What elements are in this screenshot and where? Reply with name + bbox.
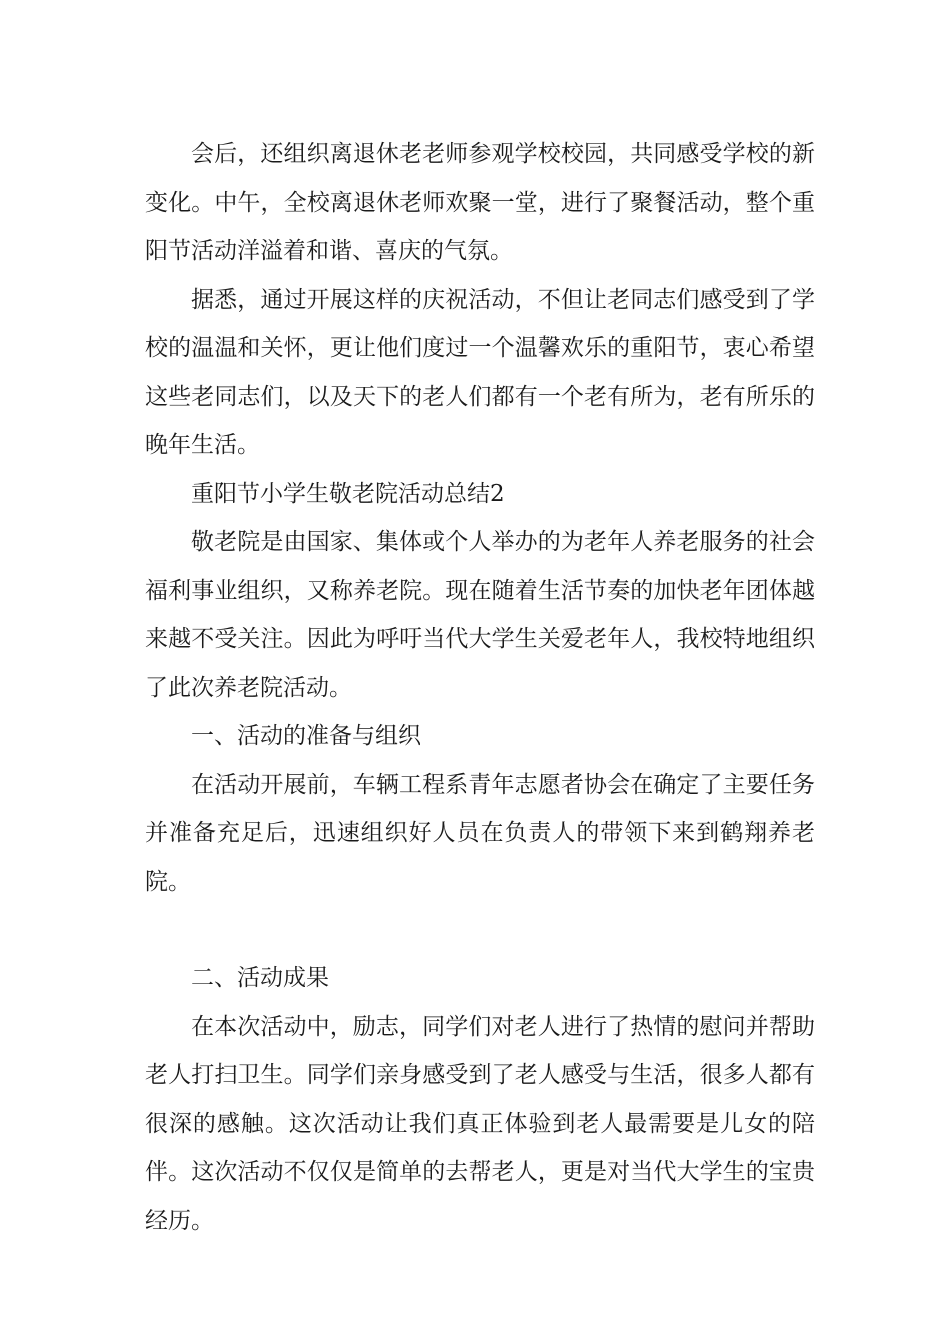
paragraph-spacer [145,906,815,954]
document-body [145,130,815,1245]
section-heading-results: 二、活动成果 [191,965,329,991]
paragraph-preparation: 在活动开展前，车辆工程系青年志愿者协会在确定了主要任务并准备充足后，迅速组织好人员在负责人的带领下来到鹤翔养老院。 [145,771,815,895]
summary-title-2: 重阳节小学生敬老院活动总结2 [191,480,505,507]
section-heading-preparation: 一、活动的准备与组织 [191,723,421,749]
paragraph-results: 在本次活动中，励志，同学们对老人进行了热情的慰问并帮助老人打扫卫生。同学们亲身感受到了老人感受与生活，很多人都有很深的感触。这次活动让我们真正体验到老人最需要是儿女的陪伴。这次活动不仅仅是简单的去帮老人，更是对当代大学生的宝贵经历。 [145,1013,815,1234]
paragraph-reportedly: 据悉，通过开展这样的庆祝活动，不但让老同志们感受到了学校的温温和关怀，更让他们度过一个温馨欢乐的重阳节，衷心希望这些老同志们，以及天下的老人们都有一个老有所为，老有所乐的晚年生活。 [145,286,815,458]
paragraph-after-meeting: 会后，还组织离退休老老师参观学校校园，共同感受学校的新变化。中午，全校离退休老师欢聚一堂，进行了聚餐活动，整个重阳节活动洋溢着和谐、喜庆的气氛。 [145,141,815,264]
paragraph-nursing-home-intro: 敬老院是由国家、集体或个人举办的为老年人养老服务的社会福利事业组织，又称养老院。现在随着生活节奏的加快老年团体越来越不受关注。因此为呼吁当代大学生关爱老年人，我校特地组织了此次养老院活动。 [145,529,815,701]
